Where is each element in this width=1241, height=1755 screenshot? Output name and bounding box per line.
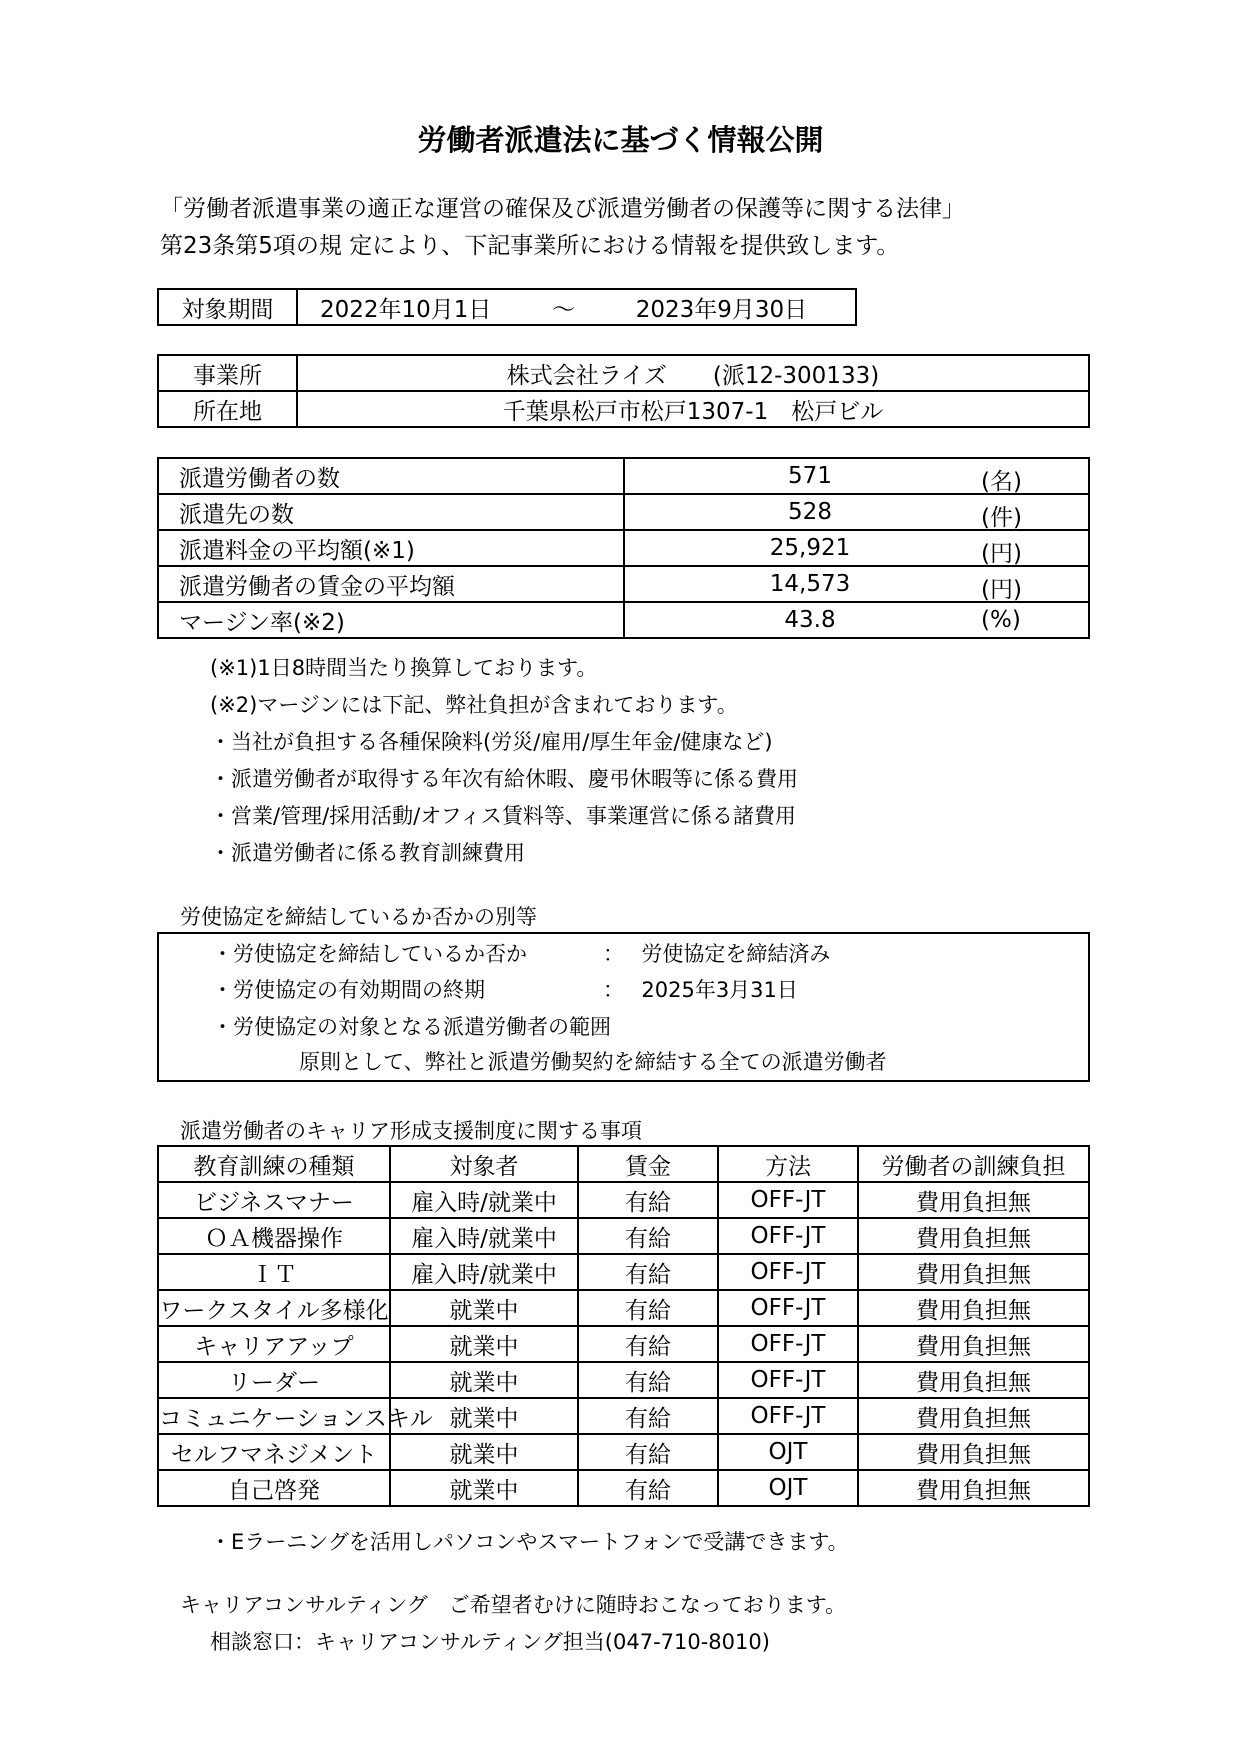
career-cell: 費用負担無 [858,1182,1089,1218]
career-cell: 有給 [578,1362,718,1398]
note-5: ・営業/管理/採用活動/オフィス賃料等、事業運営に係る諸費用 [210,804,796,828]
career-cell: 就業中 [390,1326,578,1362]
consulting-line-2: 相談窓口：キャリアコンサルティング担当(047-710-8010) [210,1630,770,1654]
career-cell: ＯＡ機器操作 [158,1218,390,1254]
agreement-row-2-colon: ： [603,978,624,1002]
career-cell: 自己啓発 [158,1470,390,1506]
career-cell: 有給 [578,1470,718,1506]
career-row [158,1398,1089,1434]
career-cell: OFF-JT [718,1254,858,1290]
period-separator: ～ [552,296,576,323]
career-cell: キャリアアップ [158,1326,390,1362]
career-cell: 費用負担無 [858,1218,1089,1254]
agreement-row-1-colon: ： [603,942,624,966]
career-cell: 就業中 [390,1290,578,1326]
period-start: 2022年10月1日 [320,296,492,323]
career-cell: 就業中 [390,1470,578,1506]
agreement-row-2-value: 2025年3月31日 [641,978,798,1002]
office-name-label: 事業所 [158,355,297,391]
agreement-heading: 労使協定を締結しているか否かの別等 [180,905,537,929]
stats-label: 派遣料金の平均額(※1) [158,530,624,566]
stats-value-cell [624,602,1089,638]
career-cell: ビジネスマナー [158,1182,390,1218]
career-header-cell: 方法 [718,1146,858,1182]
stats-unit: (%) [981,607,1021,633]
note-1: (※1)1日8時間当たり換算しております。 [210,656,598,680]
period-table [157,288,857,326]
note-4: ・派遣労働者が取得する年次有給休暇、慶弔休暇等に係る費用 [210,767,798,791]
office-name-value: 株式会社ライズ (派12-300133) [297,355,1089,391]
career-header-cell: 対象者 [390,1146,578,1182]
career-cell: 有給 [578,1398,718,1434]
agreement-scope-label: ・労使協定の対象となる派遣労働者の範囲 [212,1015,611,1039]
career-cell: OFF-JT [718,1362,858,1398]
stats-row [158,494,1089,530]
career-cell: 就業中 [390,1362,578,1398]
career-row [158,1362,1089,1398]
stats-table [157,457,1090,639]
career-cell: OFF-JT [718,1182,858,1218]
career-row [158,1218,1089,1254]
career-cell: 費用負担無 [858,1326,1089,1362]
career-cell: 費用負担無 [858,1434,1089,1470]
career-row [158,1290,1089,1326]
career-cell: 就業中 [390,1398,578,1434]
agreement-row-1-value-group [603,938,830,968]
career-row [158,1326,1089,1362]
career-cell: 費用負担無 [858,1398,1089,1434]
agreement-row-2-value-group [603,974,798,1004]
career-cell: 有給 [578,1254,718,1290]
career-cell: ワークスタイル多様化 [158,1290,390,1326]
note-3: ・当社が負担する各種保険料(労災/雇用/厚生年金/健康など) [210,730,773,754]
stats-label: 派遣先の数 [158,494,624,530]
career-cell: 費用負担無 [858,1254,1089,1290]
career-header-cell: 賃金 [578,1146,718,1182]
agreement-row-2-label: ・労使協定の有効期間の終期 [212,978,485,1002]
stats-row [158,566,1089,602]
career-cell: OJT [718,1434,858,1470]
stats-value: 43.8 [784,607,836,633]
career-row [158,1434,1089,1470]
office-table [157,354,1090,428]
career-cell: リーダー [158,1362,390,1398]
career-cell: 費用負担無 [858,1290,1089,1326]
stats-row [158,602,1089,638]
stats-label: 派遣労働者の数 [158,458,624,494]
career-cell: コミュニケーションスキル [158,1398,390,1434]
career-cell: OFF-JT [718,1326,858,1362]
career-row [158,1254,1089,1290]
career-cell: 有給 [578,1182,718,1218]
career-footnote: ・Eラーニングを活用しパソコンやスマートフォンで受講できます。 [210,1530,849,1554]
note-2: (※2)マージンには下記、弊社負担が含まれております。 [210,693,738,717]
page-title: 労働者派遣法に基づく情報公開 [417,123,824,157]
office-address-label: 所在地 [158,391,297,427]
career-cell: セルフマネジメント [158,1434,390,1470]
stats-value: 528 [788,499,832,525]
career-cell: 有給 [578,1218,718,1254]
period-range [297,289,856,325]
stats-row [158,458,1089,494]
agreement-scope-value: 原則として、弊社と派遣労働契約を締結する全ての派遣労働者 [299,1050,887,1074]
stats-unit: (件) [981,505,1022,531]
career-cell: 有給 [578,1290,718,1326]
career-cell: OJT [718,1470,858,1506]
stats-value-cell [624,566,1089,602]
career-cell: 雇入時/就業中 [390,1182,578,1218]
stats-value: 571 [788,463,832,489]
agreement-row-1-label: ・労使協定を締結しているか否か [212,942,527,966]
intro-line-1: 「労働者派遣事業の適正な運営の確保及び派遣労働者の保護等に関する法律」 [160,196,965,222]
career-cell: ＩＴ [158,1254,390,1290]
career-cell: 就業中 [390,1434,578,1470]
period-label: 対象期間 [158,289,297,325]
note-6: ・派遣労働者に係る教育訓練費用 [210,841,525,865]
office-address-value: 千葉県松戸市松戸1307-1 松戸ビル [297,391,1089,427]
career-cell: OFF-JT [718,1218,858,1254]
career-cell: 有給 [578,1434,718,1470]
career-row [158,1182,1089,1218]
period-end: 2023年9月30日 [635,296,808,323]
career-table [157,1145,1090,1507]
stats-unit: (円) [981,541,1022,567]
stats-label: マージン率(※2) [158,602,624,638]
career-header-cell: 教育訓練の種類 [158,1146,390,1182]
career-cell: 費用負担無 [858,1362,1089,1398]
stats-value: 25,921 [769,535,851,561]
stats-label: 派遣労働者の賃金の平均額 [158,566,624,602]
stats-value: 14,573 [769,571,851,597]
stats-unit: (円) [981,577,1022,603]
stats-row [158,530,1089,566]
career-cell: OFF-JT [718,1398,858,1434]
stats-value-cell [624,494,1089,530]
agreement-box [157,932,1090,1082]
agreement-row-2 [212,974,485,1004]
career-cell: 有給 [578,1326,718,1362]
career-cell: 雇入時/就業中 [390,1254,578,1290]
career-header-cell: 労働者の訓練負担 [858,1146,1089,1182]
stats-unit: (名) [981,469,1022,495]
career-cell: 費用負担無 [858,1470,1089,1506]
career-cell: OFF-JT [718,1290,858,1326]
stats-value-cell [624,530,1089,566]
stats-value-cell [624,458,1089,494]
career-cell: 雇入時/就業中 [390,1218,578,1254]
agreement-row-1 [212,938,527,968]
agreement-row-1-value: 労使協定を締結済み [641,942,831,966]
career-heading: 派遣労働者のキャリア形成支援制度に関する事項 [180,1119,642,1143]
consulting-line-1: キャリアコンサルティング ご希望者むけに随時おこなっております。 [180,1593,847,1617]
intro-line-2: 第23条第5項の規 定により、下記事業所における情報を提供致します。 [160,233,900,259]
career-row [158,1470,1089,1506]
